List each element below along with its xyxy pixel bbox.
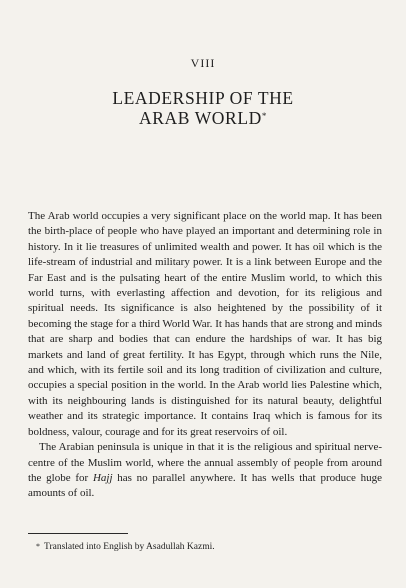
footnote-divider [28,533,128,534]
chapter-title-line-1: LEADERSHIP OF THE [112,88,294,108]
footnote-reference-mark: * [261,111,267,121]
footnote-mark: * [36,542,40,551]
chapter-title-line-2 [0,108,406,128]
hajj-term: Hajj [92,471,113,484]
footnote [36,541,215,553]
paragraph-2-part-1: The Arabian peninsula is unique in that it is the religious and spiritual nerve-centre of the Muslim world, where the annual assembly of people from around the globe for [28,441,382,484]
chapter-title-line-2-text: ARAB WORLD [139,108,262,128]
footnote-text: Translated into English by Asadullah Kazmi. [44,542,215,552]
chapter-title [0,88,406,128]
chapter-number: VIII [190,56,216,70]
paragraph-2-part-2: has no parallel anywhere. It has wells that produce huge amounts of oil. [28,471,382,500]
body-text [28,209,382,502]
paragraph-1: The Arab world occupies a very significant place on the world map. It has been the birth-place of people who have played an important and determining role in history. In it lie treasures of unlimited wealth and power. It has oil which is the life-stream of industrial and military power. It is a link between Europe and the Far East and is the pulsating heart of the entire Muslim world, to which this world turns, with everlasting affection and devotion, for its religious and spiritual needs. Its significance is also heightened by the possibility of it becoming the stage for a third World War. It has hands that are strong and minds that are sharp and bodies that can endure the hardships of war. It has big markets and land of great fertility. It has Egypt, through which runs the Nile, and which, with its fertile soil and its long tradition of civilization and culture, occupies a special position in the world. In the Arab world lies Palestine which, with its neighbouring lands is distinguished for its natural beauty, delightful weather and its strategic importance. It contains Iraq which is famous for its boldness, valour, courage and for its great reservoirs of oil. [28,210,382,438]
paragraph-2 [28,440,382,502]
